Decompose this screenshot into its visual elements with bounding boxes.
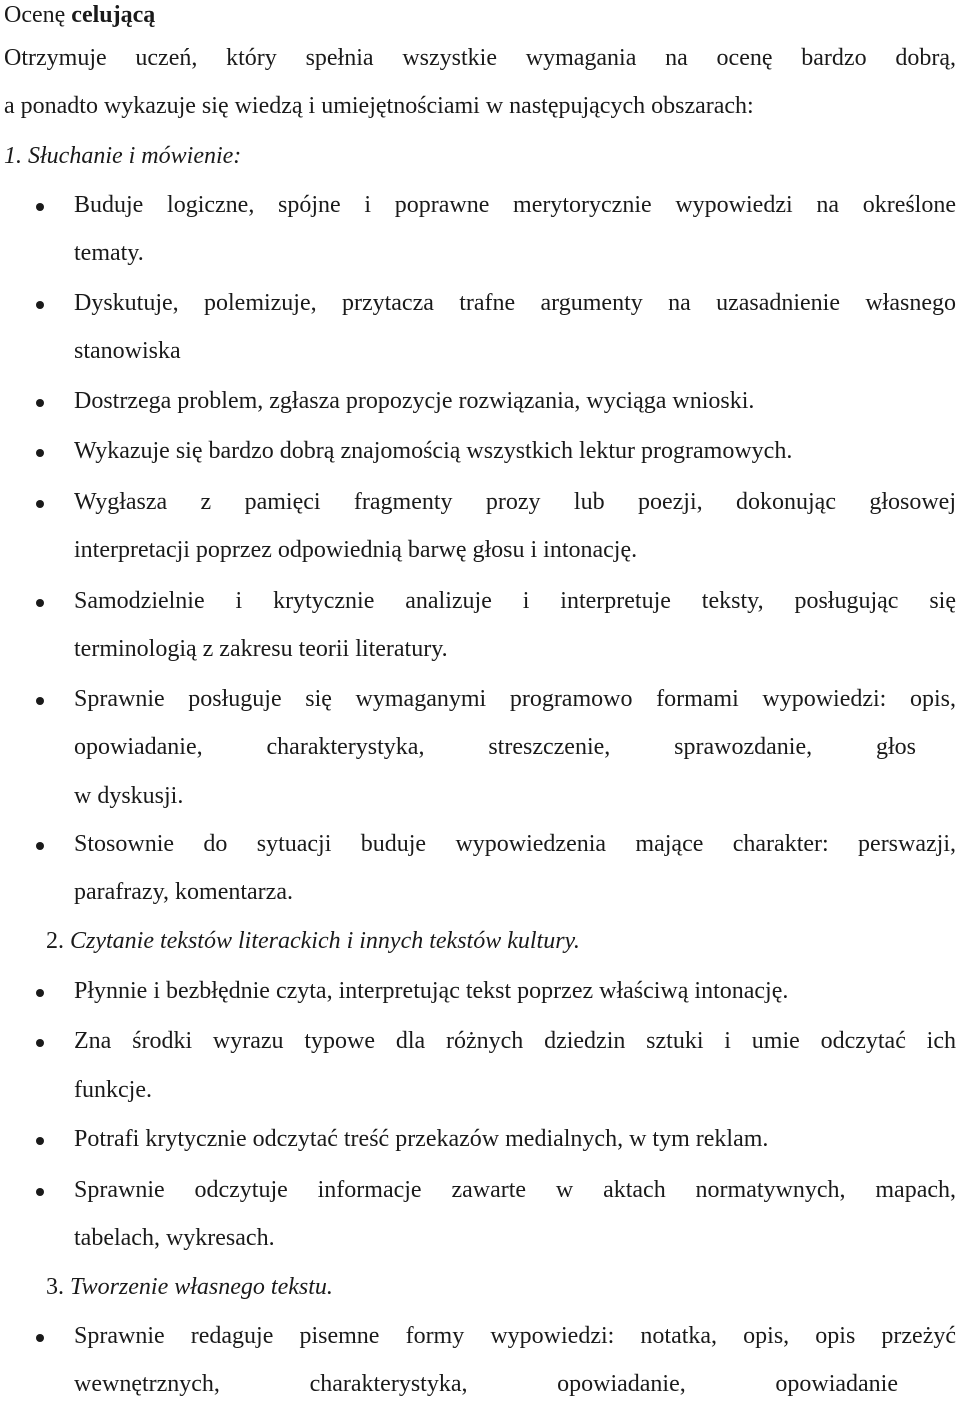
- list-item-line: Potrafi krytycznie odczytać treść przekazów medialnych, w tym reklam.: [74, 1126, 769, 1152]
- grade-name: celującą: [71, 2, 156, 28]
- intro-line-2: a ponadto wykazuje się wiedzą i umiejętnościami w następujących obszarach:: [4, 93, 754, 119]
- list-item-line: wewnętrznych, charakterystyka, opowiadanie, opowiadanie: [74, 1371, 898, 1397]
- bullet-icon: [36, 989, 44, 997]
- section-3-number: 3.: [46, 1274, 64, 1300]
- list-item-line: Samodzielnie i krytycznie analizuje i interpretuje teksty, posługując się: [74, 588, 956, 614]
- list-item-line: Wykazuje się bardzo dobrą znajomością wszystkich lektur programowych.: [74, 438, 793, 464]
- list-item-line: Dyskutuje, polemizuje, przytacza trafne argumenty na uzasadnienie własnego: [74, 290, 956, 316]
- bullet-icon: [36, 449, 44, 457]
- bullet-icon: [36, 1188, 44, 1196]
- section-2-title: Czytanie tekstów literackich i innych tekstów kultury.: [70, 928, 580, 954]
- list-item-line: Zna środki wyrazu typowe dla różnych dziedzin sztuki i umie odczytać ich: [74, 1028, 956, 1054]
- list-item-line: Sprawnie posługuje się wymaganymi programowo formami wypowiedzi: opis,: [74, 686, 956, 712]
- list-item-line: terminologią z zakresu teorii literatury.: [74, 636, 448, 662]
- intro-line-1: Otrzymuje uczeń, który spełnia wszystkie wymagania na ocenę bardzo dobrą,: [4, 45, 956, 71]
- bullet-icon: [36, 599, 44, 607]
- list-item-line: stanowiska: [74, 338, 181, 364]
- bullet-icon: [36, 399, 44, 407]
- bullet-icon: [36, 1334, 44, 1342]
- section-2-number: 2.: [46, 928, 64, 954]
- bullet-icon: [36, 1137, 44, 1145]
- list-item-line: Sprawnie redaguje pisemne formy wypowiedzi: notatka, opis, opis przeżyć: [74, 1323, 956, 1349]
- list-item-line: tematy.: [74, 240, 144, 266]
- list-item-line: w dyskusji.: [74, 783, 184, 809]
- list-item-line: interpretacji poprzez odpowiednią barwę głosu i intonację.: [74, 537, 638, 563]
- list-item-line: Sprawnie odczytuje informacje zawarte w aktach normatywnych, mapach,: [74, 1177, 956, 1203]
- bullet-icon: [36, 301, 44, 309]
- list-item-line: Wygłasza z pamięci fragmenty prozy lub poezji, dokonując głosowej: [74, 489, 956, 515]
- list-item-line: Płynnie i bezbłędnie czyta, interpretując tekst poprzez właściwą intonację.: [74, 978, 789, 1004]
- bullet-icon: [36, 500, 44, 508]
- list-item-line: opowiadanie, charakterystyka, streszczenie, sprawozdanie, głos: [74, 734, 916, 760]
- section-3-title: Tworzenie własnego tekstu.: [70, 1274, 333, 1300]
- grade-heading-prefix: Ocenę: [4, 2, 72, 28]
- list-item-line: Buduje logiczne, spójne i poprawne merytorycznie wypowiedzi na określone: [74, 192, 956, 218]
- list-item-line: parafrazy, komentarza.: [74, 879, 293, 905]
- list-item-line: Stosownie do sytuacji buduje wypowiedzenia mające charakter: perswazji,: [74, 831, 956, 857]
- list-item-line: funkcje.: [74, 1077, 152, 1103]
- section-2-heading: [46, 926, 580, 956]
- bullet-icon: [36, 842, 44, 850]
- bullet-icon: [36, 203, 44, 211]
- bullet-icon: [36, 697, 44, 705]
- grade-heading: [4, 0, 155, 30]
- bullet-icon: [36, 1039, 44, 1047]
- section-3-heading: [46, 1272, 333, 1302]
- list-item-line: Dostrzega problem, zgłasza propozycje rozwiązania, wyciąga wnioski.: [74, 388, 755, 414]
- list-item-line: tabelach, wykresach.: [74, 1225, 275, 1251]
- section-1-title: 1. Słuchanie i mówienie:: [4, 143, 242, 169]
